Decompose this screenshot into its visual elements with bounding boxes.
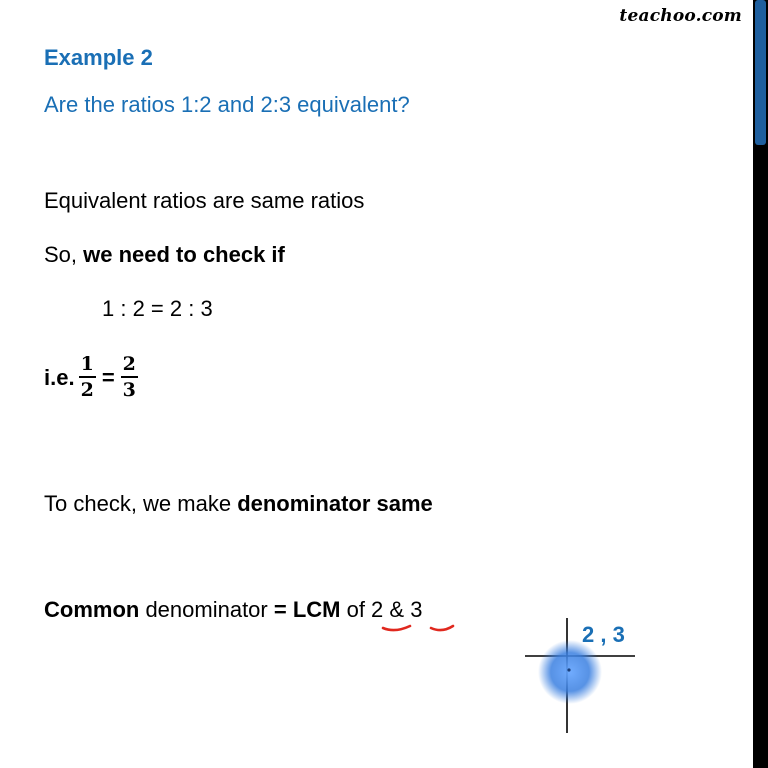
lcm-numbers: 2 , 3 <box>582 622 625 647</box>
frac2-denominator: 3 <box>122 379 136 401</box>
equivalent-definition: Equivalent ratios are same ratios <box>44 188 365 213</box>
frac1-numerator: 1 <box>79 355 96 378</box>
pointer-dot <box>567 668 570 671</box>
check-prefix: To check, we make <box>44 491 238 516</box>
check-bold: we need to check if <box>83 242 285 267</box>
example-heading: Example 2 <box>44 45 153 70</box>
equals-sign: = <box>101 364 115 390</box>
ratio-equation: 1 : 2 = 2 : 3 <box>102 296 213 321</box>
denominator-same-bold: denominator same <box>237 491 433 516</box>
common-bold: Common <box>44 597 140 622</box>
lcm-bold: = LCM <box>273 597 341 622</box>
denominator-text: denominator <box>139 597 274 622</box>
so-prefix: So, <box>44 242 84 267</box>
of-numbers: of 2 & 3 <box>340 597 423 622</box>
underline-mark-2 <box>383 626 410 630</box>
question-text: Are the ratios 1:2 and 2:3 equivalent? <box>44 92 410 117</box>
frac2-numerator: 2 <box>121 355 138 378</box>
ie-label: i.e. <box>44 364 75 390</box>
pointer-highlight <box>538 640 602 704</box>
frac1-denominator: 2 <box>80 379 94 401</box>
underline-mark-3 <box>431 626 453 630</box>
teachoo-logo: teachoo.com <box>619 6 742 26</box>
